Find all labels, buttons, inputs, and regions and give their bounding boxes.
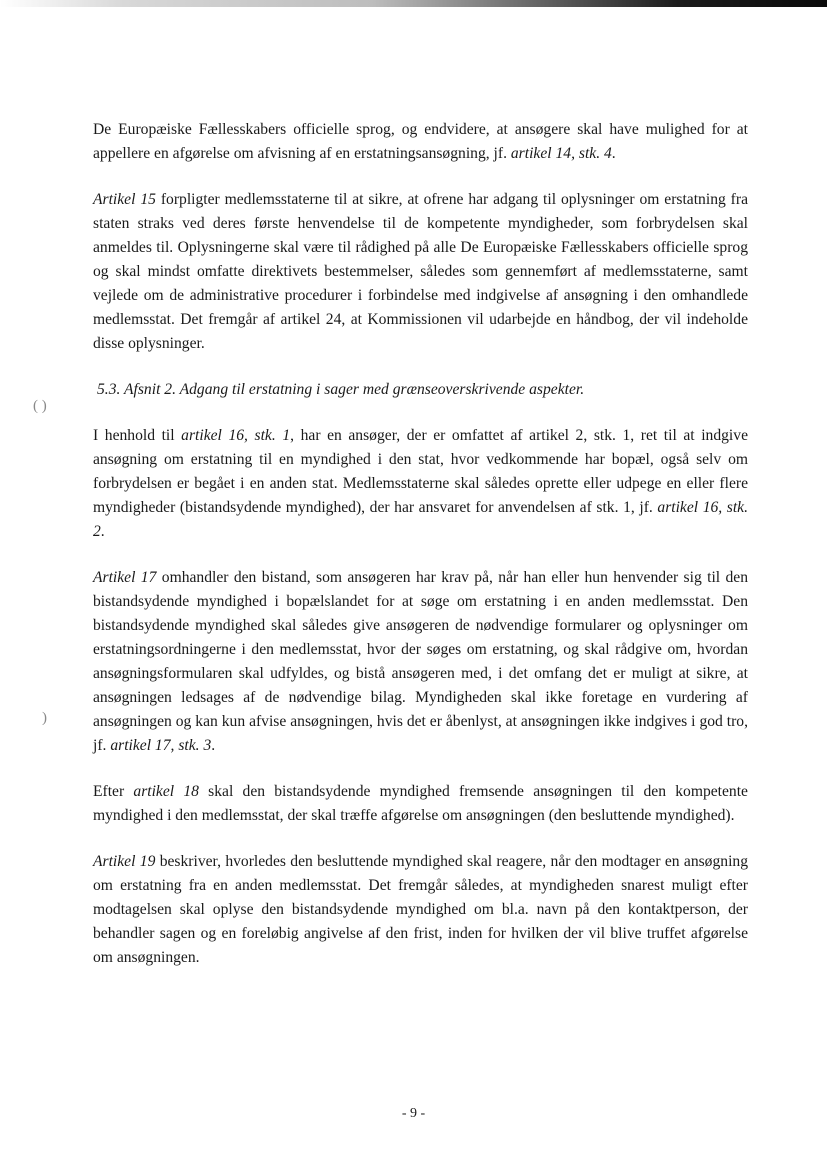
text-run: omhandler den bistand, som ansøgeren har krav på, når han eller hun henvender sig til den bistandsydende myndighed i bopælslandet for at søge om erstatning i en anden medlemsstat. Den bistandsydende myndighed skal således give ansøgeren de nødvendige formularer og oplysninger om erstatningsordningerne i den medlemsstat, hvor der søges om erstatning, og skal rådgive om, hvordan ansøgningsformularen skal udfyldes, og bistå ansøgeren med, i det omfang det er muligt at sikre, at ansøgningen ledsages af de nødvendige bilag. Myndigheden skal ikke foretage en vurdering af ansøgningen og kan kun afvise ansøgningen, hvis det er åbenlyst, at ansøgningen ikke indgives i god tro, jf. bbox=[93, 569, 748, 754]
article-reference: artikel 16, stk. 1 bbox=[181, 427, 291, 444]
document-page bbox=[93, 118, 748, 992]
article-reference: artikel 14, stk. 4 bbox=[510, 145, 612, 162]
page-number: - 9 - bbox=[401, 1106, 426, 1121]
text-run: skal den bistandsydende myndighed fremsende ansøgningen til den kompetente myndighed i den medlemsstat, der skal træffe afgørelse om ansøgningen (den besluttende myndighed). bbox=[93, 783, 748, 824]
punch-hole-mark-lower: ) bbox=[42, 710, 47, 726]
paragraph-continuation bbox=[93, 118, 748, 166]
article-reference: Artikel 15 bbox=[93, 191, 156, 208]
top-scan-edge bbox=[0, 0, 827, 7]
article-reference: artikel 18 bbox=[133, 783, 199, 800]
text-run: , har en ansøger, der er omfattet af artikel 2, stk. 1, ret til at indgive ansøgning om erstatning til en myndighed i den stat, hvor vedkommende har bopæl, også selv om forbrydelsen er begået i en anden stat. Medlemsstaterne skal således oprette eller udpege en eller flere myndigheder (bistandsydende myndighed), der har ansvaret for anvendelsen af stk. 1, jf. bbox=[93, 427, 748, 516]
text-run: . bbox=[100, 523, 105, 540]
paragraph-artikel-17 bbox=[93, 566, 748, 758]
text-run: . bbox=[611, 145, 616, 162]
text-run: De Europæiske Fællesskabers officielle sprog, og endvidere, at ansøgere skal have mulighed for at appellere en afgørelse om afvisning af en erstatningsansøgning, jf. bbox=[93, 121, 748, 162]
text-run: . bbox=[211, 737, 216, 754]
paragraph-artikel-19 bbox=[93, 850, 748, 970]
article-reference: Artikel 19 bbox=[93, 853, 156, 870]
paragraph-artikel-18 bbox=[93, 780, 748, 828]
article-reference: artikel 16, stk. 2 bbox=[93, 499, 749, 540]
text-run: beskriver, hvorledes den besluttende myndighed skal reagere, når den modtager en ansøgning om erstatning fra en anden medlemsstat. Det fremgår således, at myndigheden snarest muligt efter modtagelsen skal oplyse den bistandsydende myndighed om bl.a. navn på den kontaktperson, der behandler sagen og en foreløbig angivelse af den frist, inden for hvilken der vil blive truffet afgørelse om ansøgningen. bbox=[93, 853, 748, 966]
text-run: forpligter medlemsstaterne til at sikre, at ofrene har adgang til oplysninger om erstatning fra staten straks ved deres første henvendelse til de kompetente myndigheder, som forbrydelsen skal anmeldes til. Oplysningerne skal være til rådighed på alle De Europæiske Fællesskabers officielle sprog og skal mindst omfatte direktivets bestemmelser, således som gennemført af medlemsstaterne, samt vejlede om de administrative procedurer i forbindelse med indgivelse af ansøgning i den omhandlede medlemsstat. Det fremgår af artikel 24, at Kommissionen vil udarbejde en håndbog, der vil indeholde disse oplysninger. bbox=[93, 191, 748, 352]
text-run: Efter bbox=[93, 783, 134, 800]
punch-hole-mark-upper: ( ) bbox=[33, 398, 47, 414]
article-reference: artikel 17, stk. 3 bbox=[110, 737, 212, 754]
article-reference: Artikel 17 bbox=[93, 569, 157, 586]
paragraph-artikel-16 bbox=[93, 424, 748, 544]
paragraph-artikel-15 bbox=[93, 188, 748, 356]
section-heading: 5.3. Afsnit 2. Adgang til erstatning i sager med grænseoverskrivende aspekter. bbox=[97, 381, 585, 398]
text-run: I henhold til bbox=[93, 427, 182, 444]
